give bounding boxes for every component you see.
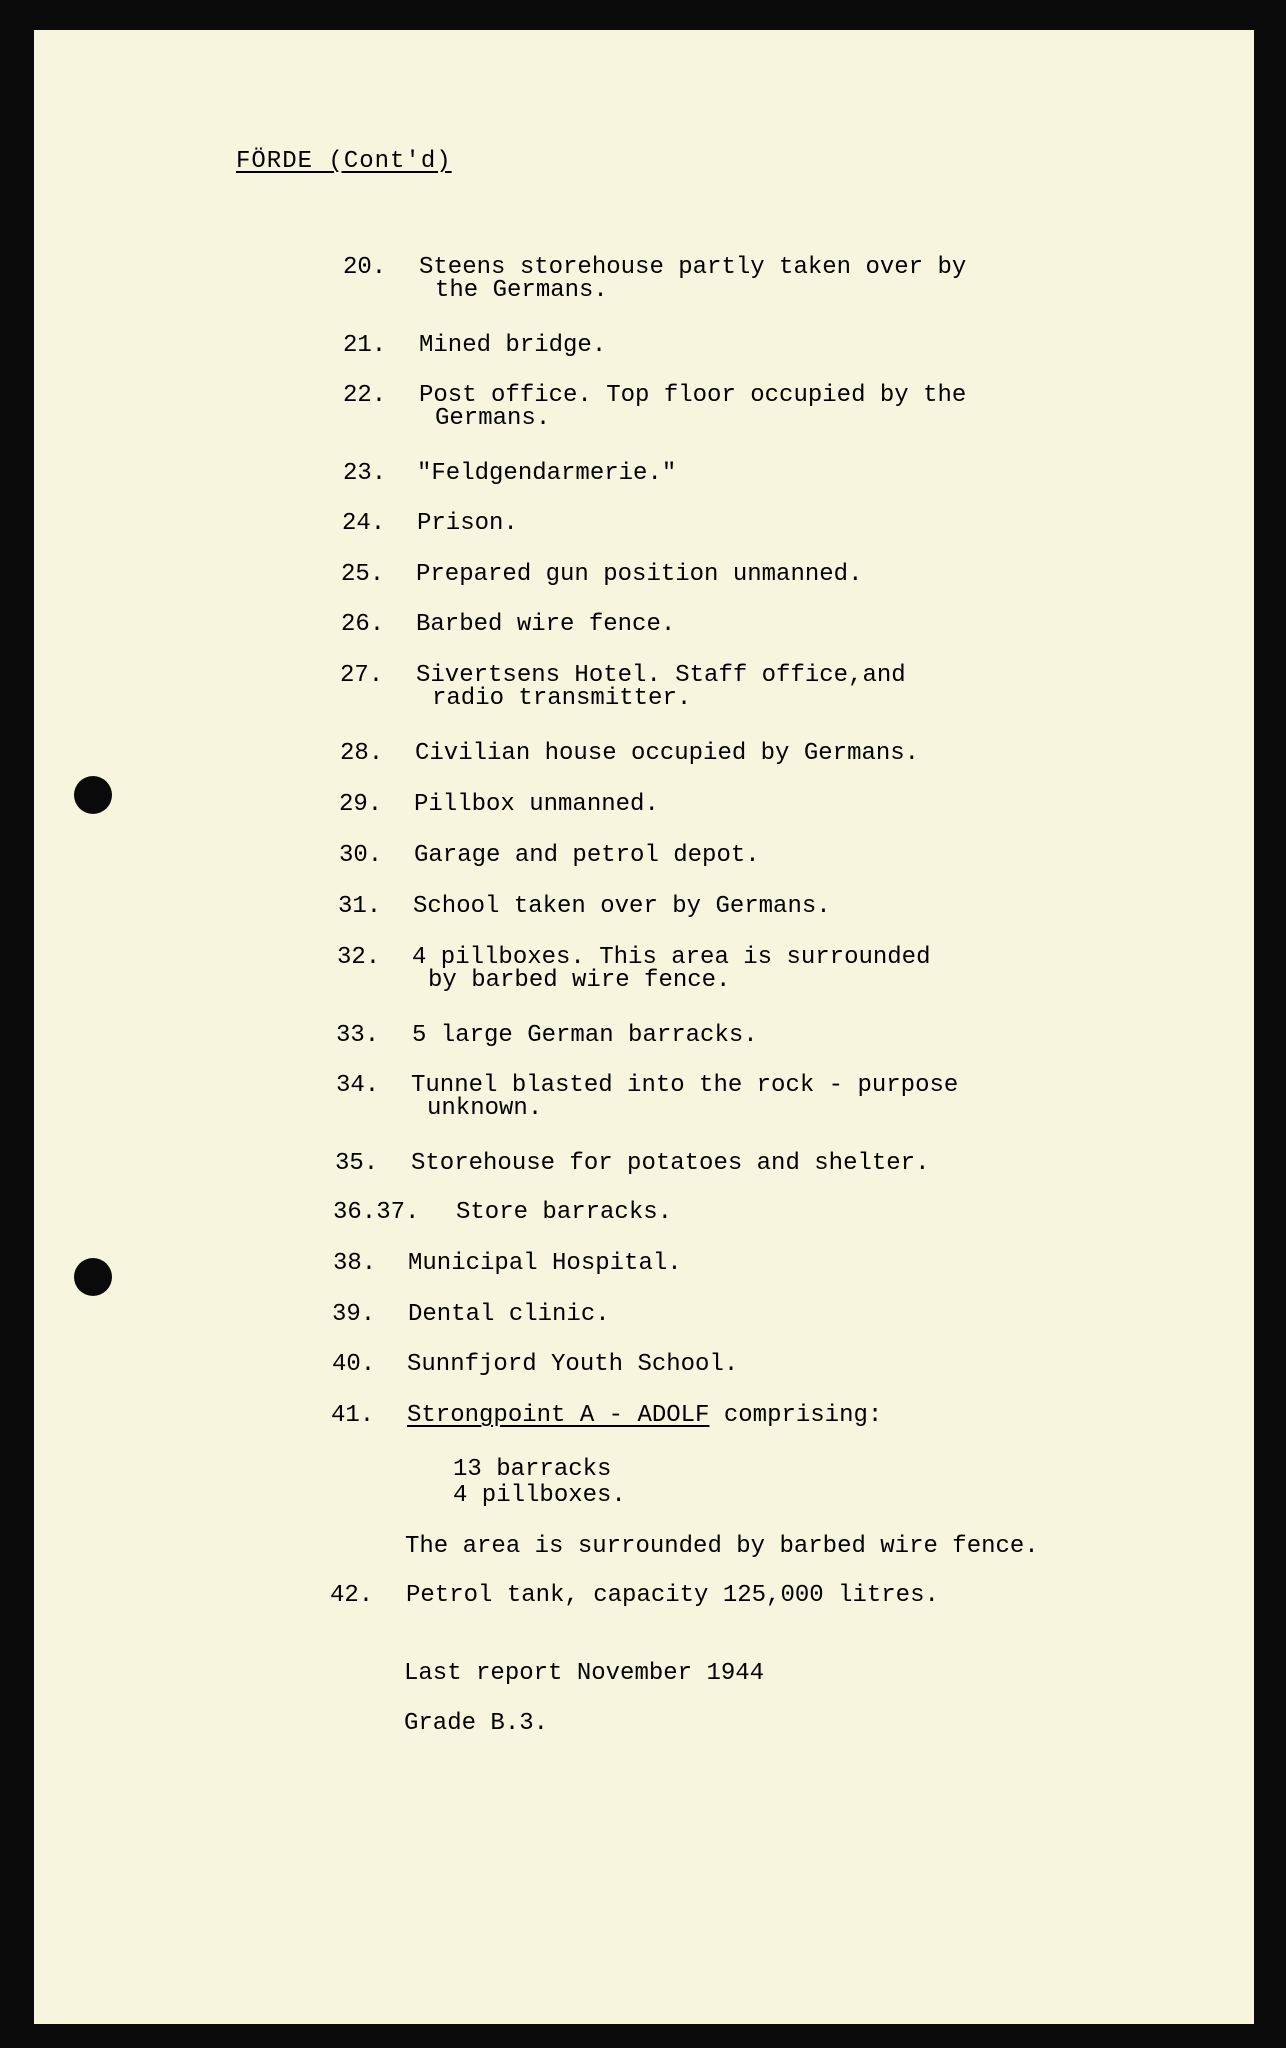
item-number: 21. [343, 332, 387, 359]
item-text: 4 pillboxes. This area is surrounded [412, 944, 931, 971]
item-number: 42. [330, 1582, 374, 1609]
item-text: Store barracks. [456, 1199, 673, 1226]
last-report: Last report November 1944 [404, 1660, 765, 1687]
item-text-continued: Germans. [435, 405, 551, 432]
item-text-continued: by barbed wire fence. [428, 967, 731, 994]
item-text: Steens storehouse partly taken over by [419, 254, 967, 281]
item-text: Storehouse for potatoes and shelter. [411, 1150, 930, 1177]
grade: Grade B.3. [404, 1710, 549, 1737]
item-number: 22. [343, 382, 387, 409]
item-text: Sivertsens Hotel. Staff office,and [416, 662, 906, 689]
item-number: 33. [336, 1022, 380, 1049]
item-number: 27. [340, 662, 384, 689]
item-text: Sunnfjord Youth School. [407, 1351, 739, 1378]
item-number: 24. [342, 510, 386, 537]
sublist-item: 13 barracks [453, 1456, 612, 1483]
item-number: 41. [331, 1402, 375, 1429]
item-number: 36.37. [333, 1199, 420, 1226]
item-number: 20. [343, 254, 387, 281]
sublist-item: 4 pillboxes. [453, 1482, 626, 1509]
item-number: 25. [341, 561, 385, 588]
item-number: 35. [335, 1150, 379, 1177]
item-number: 28. [340, 740, 384, 767]
item-text-continued: radio transmitter. [432, 685, 692, 712]
item-text: Garage and petrol depot. [414, 842, 760, 869]
item-text: Prison. [417, 510, 518, 537]
item-number: 30. [339, 842, 383, 869]
item-number: 34. [336, 1072, 380, 1099]
page-heading: FÖRDE (Cont'd) [236, 148, 452, 175]
item-text: Post office. Top floor occupied by the [419, 382, 967, 409]
item-number: 40. [332, 1351, 376, 1378]
item-text: comprising: [709, 1402, 883, 1429]
item-text: "Feldgendarmerie." [417, 460, 677, 487]
surround-note: The area is surrounded by barbed wire fence. [405, 1533, 1039, 1560]
item-text: Tunnel blasted into the rock - purpose [411, 1072, 959, 1099]
item-text: Civilian house occupied by Germans. [415, 740, 920, 767]
item-number: 39. [332, 1301, 376, 1328]
item-text: Prepared gun position unmanned. [416, 561, 863, 588]
item-number: 38. [333, 1250, 377, 1277]
item-text-continued: unknown. [427, 1095, 543, 1122]
item-number: 23. [343, 460, 387, 487]
item-number: 26. [341, 611, 385, 638]
item-text: Petrol tank, capacity 125,000 litres. [406, 1582, 939, 1609]
item-number: 31. [338, 893, 382, 920]
strongpoint-name: Strongpoint A - ADOLF [407, 1402, 710, 1429]
item-text: Barbed wire fence. [416, 611, 676, 638]
item-number: 29. [339, 791, 383, 818]
item-text: Mined bridge. [419, 332, 607, 359]
item-number: 32. [337, 944, 381, 971]
item-text-continued: the Germans. [435, 277, 608, 304]
item-text: Pillbox unmanned. [414, 791, 659, 818]
item-text: Dental clinic. [408, 1301, 610, 1328]
punch-hole-bottom [74, 1258, 112, 1296]
item-text: Municipal Hospital. [408, 1250, 682, 1277]
punch-hole-top [74, 776, 112, 814]
item-text: 5 large German barracks. [412, 1022, 758, 1049]
item-text: School taken over by Germans. [413, 893, 831, 920]
